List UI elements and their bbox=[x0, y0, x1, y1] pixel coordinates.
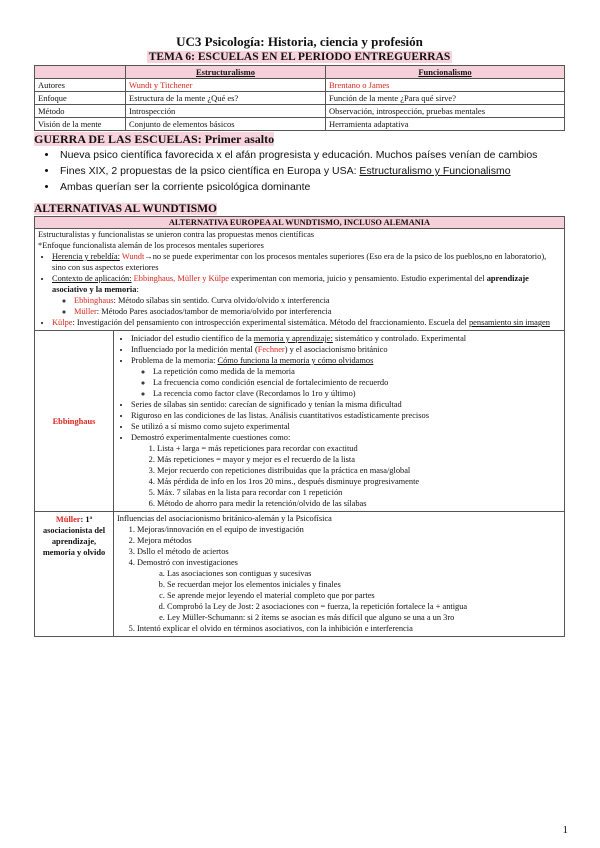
cell: Observación, introspección, pruebas mentales bbox=[326, 105, 565, 118]
list-item: • Series de sílabas sin sentido: carecían de significado y tenían la misma dificultad bbox=[131, 399, 561, 410]
list-item: e. Ley Müller-Schumann: si 2 ítems se asocian es más difícil que alguno se una a un 3ro bbox=[167, 612, 561, 623]
alternativa-list bbox=[38, 251, 561, 328]
muller-list bbox=[117, 524, 561, 634]
list-item: ◦ Ebbinghaus: Método sílabas sin sentido. Curva olvido/olvido x interferencia bbox=[74, 295, 561, 306]
alternativa-europea-body bbox=[35, 229, 565, 331]
sub-list bbox=[131, 366, 561, 399]
findings-list bbox=[131, 443, 561, 509]
list-item: • Nueva psico científica favorecida x el afán progresista y educación. Muchos países venían de cambios bbox=[58, 147, 565, 163]
document-title: UC3 Psicología: Historia, ciencia y profesión bbox=[176, 34, 423, 49]
comparison-header-funcionalismo: Funcionalismo bbox=[326, 66, 565, 79]
guerra-list bbox=[34, 147, 565, 195]
list-item: 3. Mejor recuerdo con repeticiones distribuidas que la práctica en masa/global bbox=[157, 465, 561, 476]
table-row bbox=[35, 79, 565, 92]
row-label: Enfoque bbox=[35, 92, 126, 105]
list-item: • Influenciado por la medición mental (Fechner) y el asociacionismo británico bbox=[131, 344, 561, 355]
list-item: 4. Demostró con investigaciones a. Las asociaciones son contiguas y sucesivas b. Se recuerdan mejor los elementos iniciales y finales c. Se aprende mejor leyendo el material completo que por partes d. Comprobó la Ley de Jost: 2 asociaciones con = fuerza, la repetición fortalece la + antigua e. Ley Müller-Schumann: si 2 ítems se asocian es más difícil que alguno se una a un 3ro bbox=[137, 557, 561, 623]
list-item: ◦ Müller: Método Pares asociados/tambor de memoria/olvido por interferencia bbox=[74, 306, 561, 317]
document-page bbox=[34, 34, 565, 637]
list-item: 1. Lista + larga = más repeticiones para recordar con exactitud bbox=[157, 443, 561, 454]
alternativas-heading: ALTERNATIVAS AL WUNDTISMO bbox=[34, 203, 217, 215]
cell: Función de la mente ¿Para qué sirve? bbox=[326, 92, 565, 105]
list-item: 5. Intentó explicar el olvido en términos asociativos, con la inhibición e interferencia bbox=[137, 623, 561, 634]
cell: Estructura de la mente ¿Qué es? bbox=[126, 92, 326, 105]
list-item: • Herencia y rebeldía: Wundt→no se puede experimentar con los procesos mentales superiores (Eso era de la psico de los pueblos,no en laboratorio), sino con sus aspectos exteriores bbox=[52, 251, 561, 273]
muller-label: Müller: 1ª asociacionista del aprendizaje, memoria y olvido bbox=[35, 512, 114, 637]
list-item: 1. Mejoras/innovación en el equipo de investigación bbox=[137, 524, 561, 535]
table-row bbox=[35, 92, 565, 105]
cell: Wundt y Titchener bbox=[126, 79, 326, 92]
list-item: 2. Mejora métodos bbox=[137, 535, 561, 546]
table-row bbox=[35, 105, 565, 118]
ebbinghaus-content bbox=[114, 331, 565, 512]
alternativa-europea-title: ALTERNATIVA EUROPEA AL WUNDTISMO, INCLUSO ALEMANIA bbox=[35, 217, 565, 229]
list-item: ◦ La repetición como medida de la memoria bbox=[153, 366, 561, 377]
muller-intro: Influencias del asociacionismo británico-alemán y la Psicofísica bbox=[117, 514, 332, 523]
ebbinghaus-list bbox=[117, 333, 561, 509]
muller-content bbox=[114, 512, 565, 637]
list-item: a. Las asociaciones son contiguas y sucesivas bbox=[167, 568, 561, 579]
cell: Introspección bbox=[126, 105, 326, 118]
list-item: b. Se recuerdan mejor los elementos iniciales y finales bbox=[167, 579, 561, 590]
comparison-table bbox=[34, 65, 565, 131]
list-item: 6. Método de ahorro para medir la retención/olvido de las sílabas bbox=[157, 498, 561, 509]
row-label: Visión de la mente bbox=[35, 118, 126, 131]
list-item: 4. Más pérdida de info en los 1ros 20 mins., después disminuye progresivamente bbox=[157, 476, 561, 487]
comparison-header-blank bbox=[35, 66, 126, 79]
muller-sub-list bbox=[137, 568, 561, 623]
cell: Conjunto de elementos básicos bbox=[126, 118, 326, 131]
list-item: • Demostró experimentalmente cuestiones como: 1. Lista + larga = más repeticiones para recordar con exactitud 2. Más repeticiones = mayor y mejor es el recuerdo de la lista 3. Mejor recuerdo con repeticiones distribuidas que la práctica en masa/global 4. Más pérdida de info en los 1ros 20 mins., después disminuye progresivamente 5. Máx. 7 sílabas en la lista para recordar con 1 repetición 6. Método de ahorro para medir la retención/olvido de las sílabas bbox=[131, 432, 561, 509]
list-item: d. Comprobó la Ley de Jost: 2 asociaciones con = fuerza, la repetición fortalece la + antigua bbox=[167, 601, 561, 612]
list-item: 2. Más repeticiones = mayor y mejor es el recuerdo de la lista bbox=[157, 454, 561, 465]
list-item: • Contexto de aplicación: Ebbinghaus, Müller y Külpe experimentan con memoria, juicio y pensamiento. Estudio experimental del aprendizaje asociativo y la memoria: ◦ Ebbinghaus: Método sílabas sin sentido. Curva olvido/olvido x interferencia ◦ Müller: Método Pares asociados/tambor de memoria/olvido por interferencia bbox=[52, 273, 561, 317]
intro-line: Estructuralistas y funcionalistas se unieron contra las propuestas menos científicas bbox=[38, 230, 315, 239]
list-item: c. Se aprende mejor leyendo el material completo que por partes bbox=[167, 590, 561, 601]
list-item: ◦ La frecuencia como condición esencial de fortalecimiento de recuerdo bbox=[153, 377, 561, 388]
list-item: • Külpe: Investigación del pensamiento con introspección experimental sistemática. Método del fraccionamiento. Escuela del pensamiento sin imagen bbox=[52, 317, 561, 328]
ebbinghaus-label: Ebbinghaus bbox=[35, 331, 114, 512]
intro-line: *Enfoque funcionalista alemán de los procesos mentales superiores bbox=[38, 241, 264, 250]
cell: Herramienta adaptativa bbox=[326, 118, 565, 131]
list-item: • Ambas querían ser la corriente psicológica dominante bbox=[58, 179, 565, 195]
list-item: 5. Máx. 7 sílabas en la lista para recordar con 1 repetición bbox=[157, 487, 561, 498]
list-item: • Riguroso en las condiciones de las listas. Análisis cuantitativos estadísticamente precisos bbox=[131, 410, 561, 421]
comparison-header-estructuralismo: Estructuralismo bbox=[126, 66, 326, 79]
list-item: 3. Dsllo el método de aciertos bbox=[137, 546, 561, 557]
row-label: Método bbox=[35, 105, 126, 118]
sub-list bbox=[52, 295, 561, 317]
list-item: • Fines XIX, 2 propuestas de la psico científica en Europa y USA: Estructuralismo y Funcionalismo bbox=[58, 163, 565, 179]
alternativa-europea-table bbox=[34, 216, 565, 637]
list-item: • Problema de la memoria: Cómo funciona la memoria y cómo olvidamos ◦ La repetición como medida de la memoria ◦ La frecuencia como condición esencial de fortalecimiento de recuerdo ◦ La recencia como factor clave (Recordamos lo 1ro y último) bbox=[131, 355, 561, 399]
document-subtitle: TEMA 6: ESCUELAS EN EL PERIODO ENTREGUERRAS bbox=[148, 51, 451, 63]
page-number: 1 bbox=[562, 824, 568, 836]
list-item: ◦ La recencia como factor clave (Recordamos lo 1ro y último) bbox=[153, 388, 561, 399]
guerra-heading: GUERRA DE LAS ESCUELAS: Primer asalto bbox=[34, 132, 275, 146]
table-row bbox=[35, 118, 565, 131]
list-item: • Se utilizó a sí mismo como sujeto experimental bbox=[131, 421, 561, 432]
cell: Brentano o James bbox=[326, 79, 565, 92]
row-label: Autores bbox=[35, 79, 126, 92]
list-item: • Iniciador del estudio científico de la memoria y aprendizaje: sistemático y controlado. Experimental bbox=[131, 333, 561, 344]
